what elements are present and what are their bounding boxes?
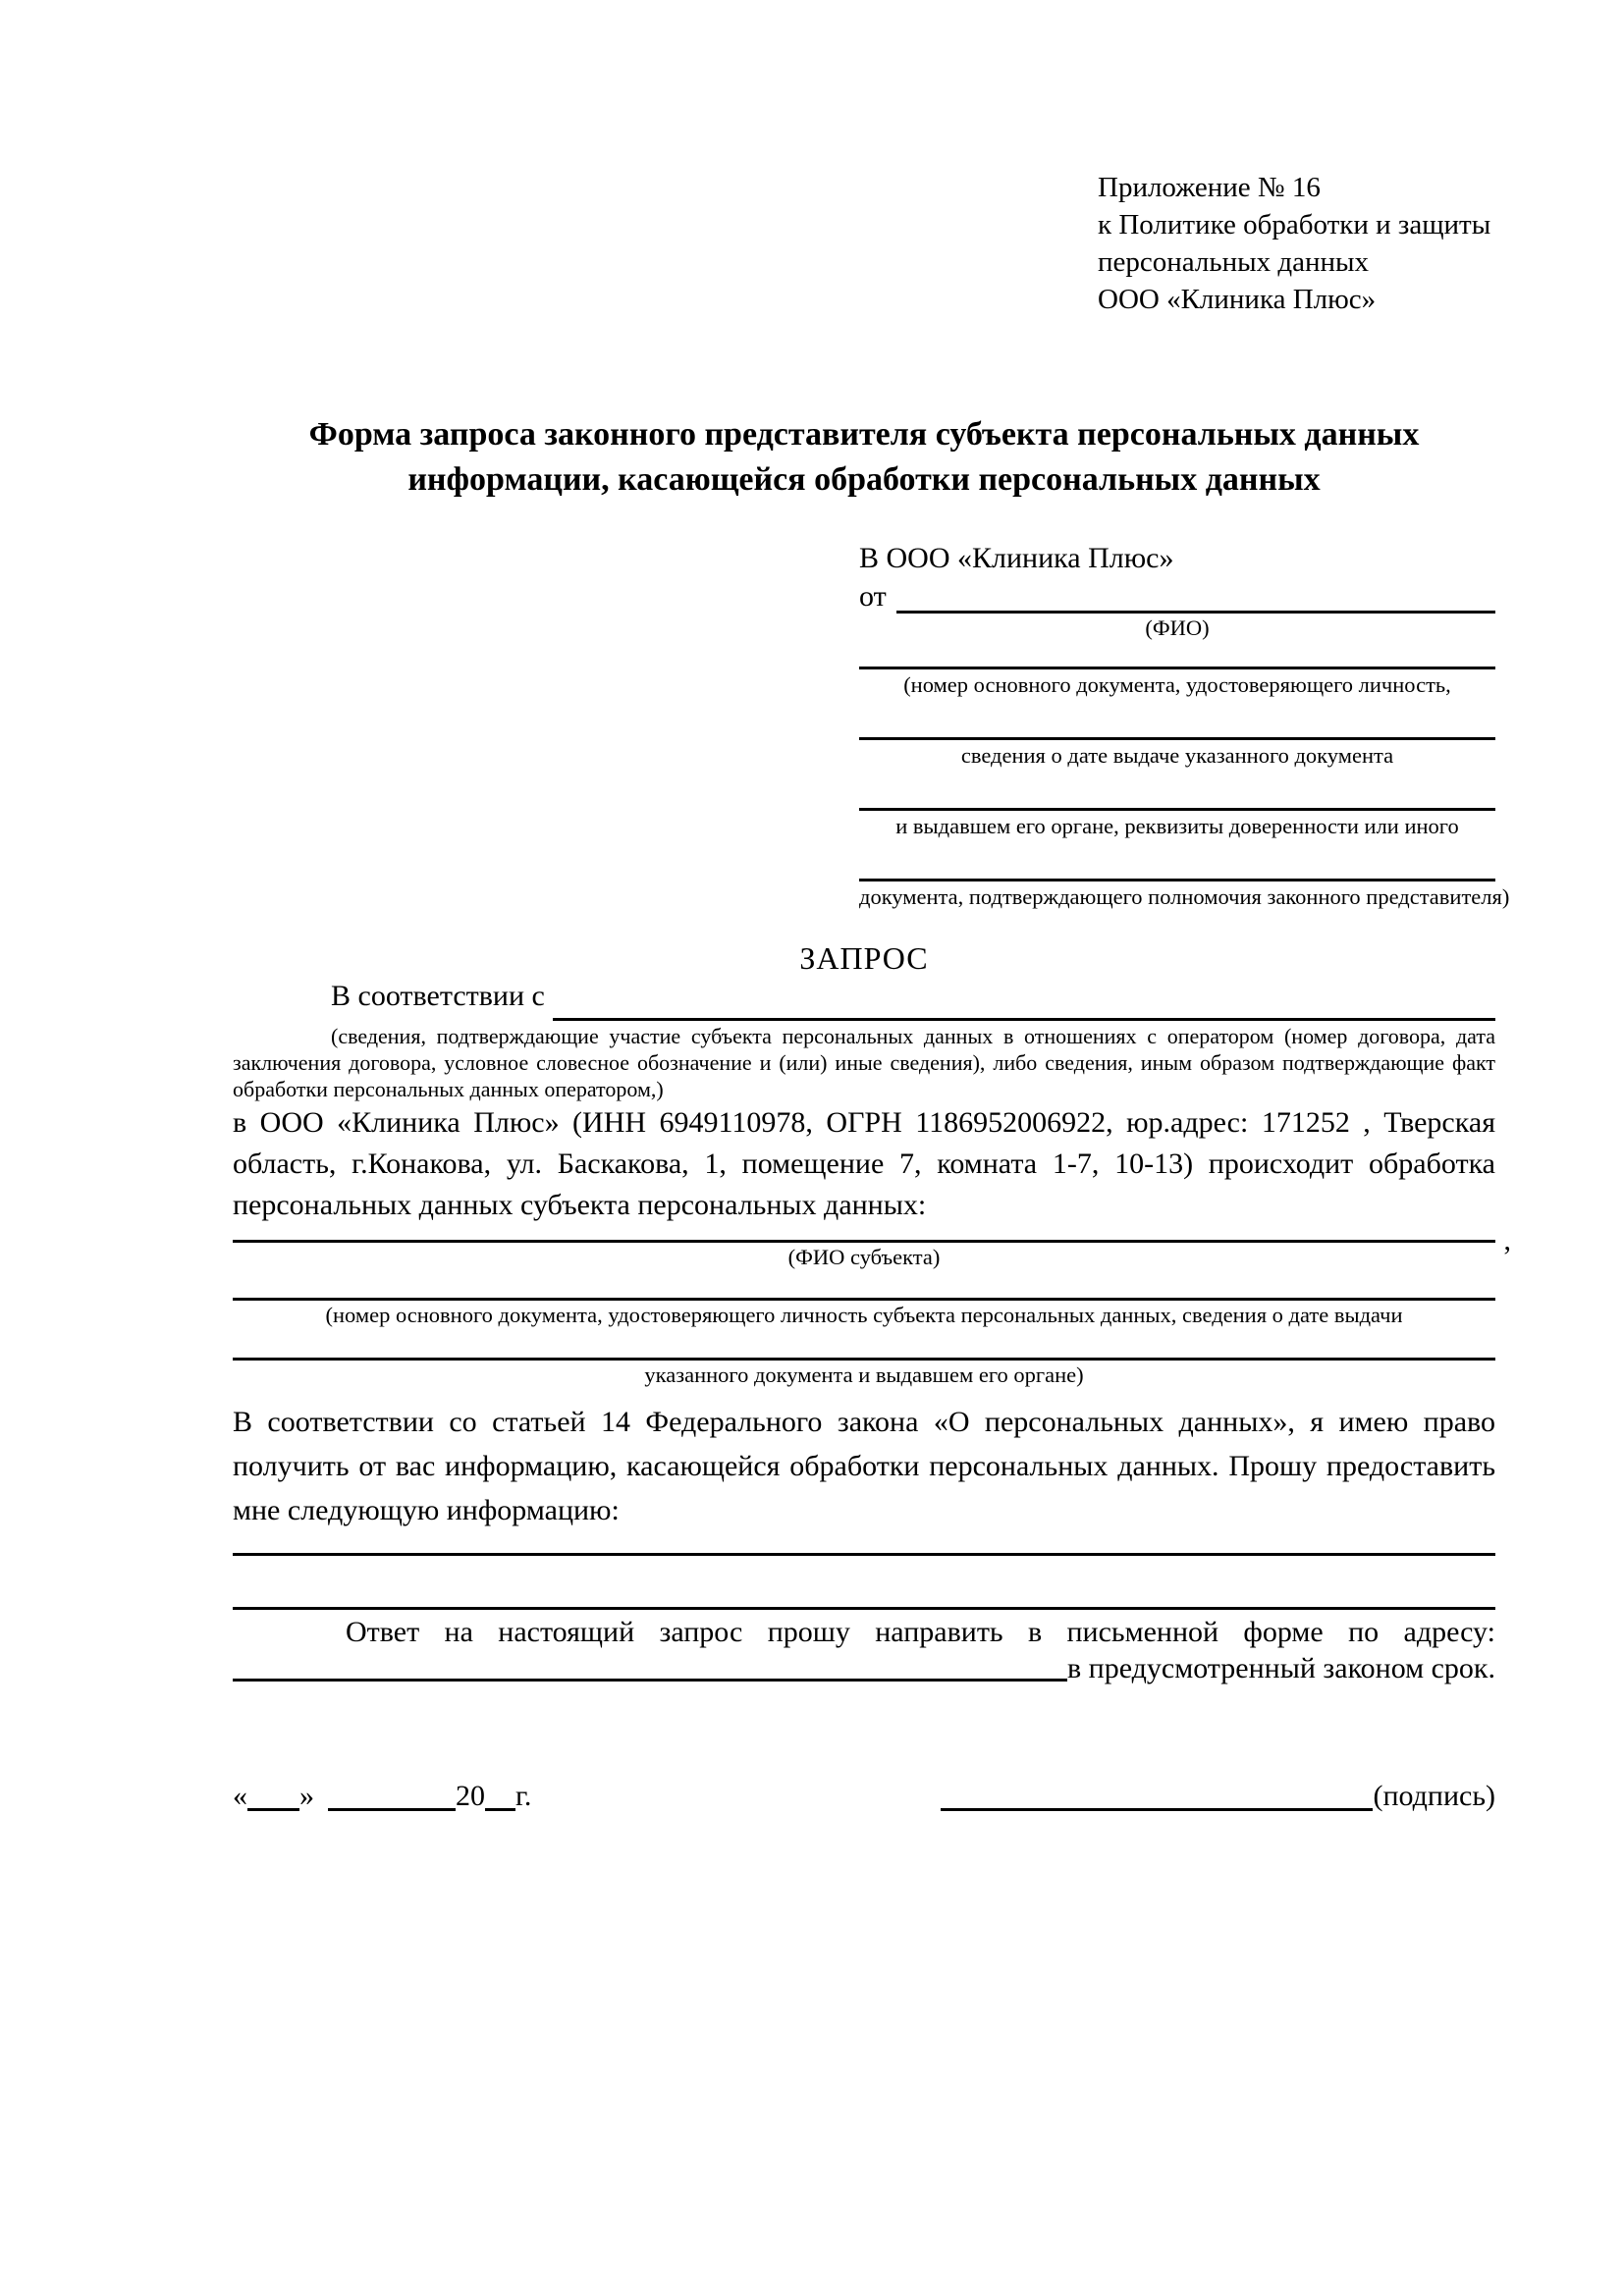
date-quote-open: « — [233, 1780, 247, 1812]
subject-fio-caption: (ФИО субъекта) — [787, 1245, 941, 1269]
doc-caption-3: и выдавшем его органе, реквизиты доверенности или иного — [895, 814, 1459, 838]
subject-comma: , — [1503, 1224, 1511, 1256]
month-blank-line — [328, 1808, 456, 1811]
subject-fio-blank-line — [233, 1224, 1511, 1256]
appendix-line-2: к Политике обработки и защиты — [1098, 209, 1491, 240]
subject-doc-blank-line-2 — [233, 1330, 1495, 1361]
signature-blank-line — [941, 1808, 1373, 1811]
reply-paragraph: Ответ на настоящий запрос прошу направить в письменной форме по адресу: — [346, 1616, 1495, 1648]
appendix-line-3: персональных данных — [1098, 246, 1370, 278]
doc-caption-1: (номер основного документа, удостоверяющего личность, — [903, 672, 1451, 697]
fio-caption: (ФИО) — [1145, 615, 1210, 640]
opening-row — [233, 980, 1495, 1023]
addressee-to: В ООО «Клиника Плюс» — [859, 542, 1174, 574]
opening-blank-line — [553, 980, 1495, 1021]
doc-blank-line-4 — [859, 846, 1495, 881]
reply-tail: в предусмотренный законом срок. — [1067, 1652, 1495, 1684]
fio-blank-line — [896, 580, 1495, 614]
day-blank-line — [247, 1808, 299, 1811]
from-row — [859, 580, 1495, 615]
law-paragraph: В соответствии со статьей 14 Федерального закона «О персональных данных», я имею право получить от вас информацию, касающейся обработки персональных данных. Прошу предоставить мне следующую информацию: — [233, 1406, 1495, 1526]
doc-blank-line-3 — [859, 775, 1495, 811]
info-blank-line-1 — [233, 1532, 1495, 1556]
from-label: от — [859, 580, 887, 613]
year-prefix: 20 — [456, 1780, 485, 1812]
year-suffix: г. — [515, 1780, 532, 1812]
footer-row — [233, 1780, 1495, 1825]
info-blank-line-2 — [233, 1556, 1495, 1610]
fine-print-caption: (сведения, подтверждающие участие субъекта персональных данных в отношениях с оператором (номер договора, дата заключения договора, условное словесное обозначение и (или) иные сведения), либо сведения, иным образом подтверждающие факт обработки персональных данных оператором,) — [233, 1024, 1495, 1101]
appendix-line-1: Приложение № 16 — [1098, 172, 1321, 203]
doc-caption-2: сведения о дате выдаче указанного документа — [960, 743, 1394, 768]
signature-caption: (подпись) — [1373, 1780, 1495, 1812]
operator-paragraph: в ООО «Клиника Плюс» (ИНН 6949110978, ОГРН 1186952006922, юр.адрес: 171252 , Тверская область, г.Конакова, ул. Баскакова, 1, помещение 7, комната 1-7, 10-13) происходит обработка персональных данных субъекта персональных данных: — [233, 1106, 1495, 1221]
reply-address-row — [233, 1654, 1495, 1685]
doc-blank-line-1 — [859, 643, 1495, 669]
page-title-line-2: информации, касающейся обработки персональных данных — [407, 461, 1321, 498]
doc-caption-4: документа, подтверждающего полномочия законного представителя) — [859, 884, 1510, 909]
subject-doc-blank-line-1 — [233, 1272, 1495, 1301]
subject-doc-caption-1: (номер основного документа, удостоверяющего личность субъекта персональных данных, сведения о дате выдачи — [325, 1303, 1403, 1327]
request-heading: ЗАПРОС — [799, 940, 929, 976]
year-blank-line — [485, 1808, 515, 1811]
doc-blank-line-2 — [859, 705, 1495, 740]
addressee-block — [859, 542, 1510, 917]
signature-field — [941, 1780, 1495, 1825]
date-field — [233, 1780, 531, 1825]
appendix-block — [1098, 169, 1495, 318]
subject-doc-caption-2: указанного документа и выдавшем его органе) — [644, 1362, 1084, 1387]
page-title-line-1: Форма запроса законного представителя субъекта персональных данных — [308, 416, 1420, 453]
address-blank-line — [233, 1679, 1067, 1682]
page-title — [233, 412, 1495, 503]
opening-text: В соответствии с — [331, 980, 545, 1012]
date-quote-close: » — [299, 1780, 314, 1812]
appendix-line-4: ООО «Клиника Плюс» — [1098, 284, 1377, 315]
